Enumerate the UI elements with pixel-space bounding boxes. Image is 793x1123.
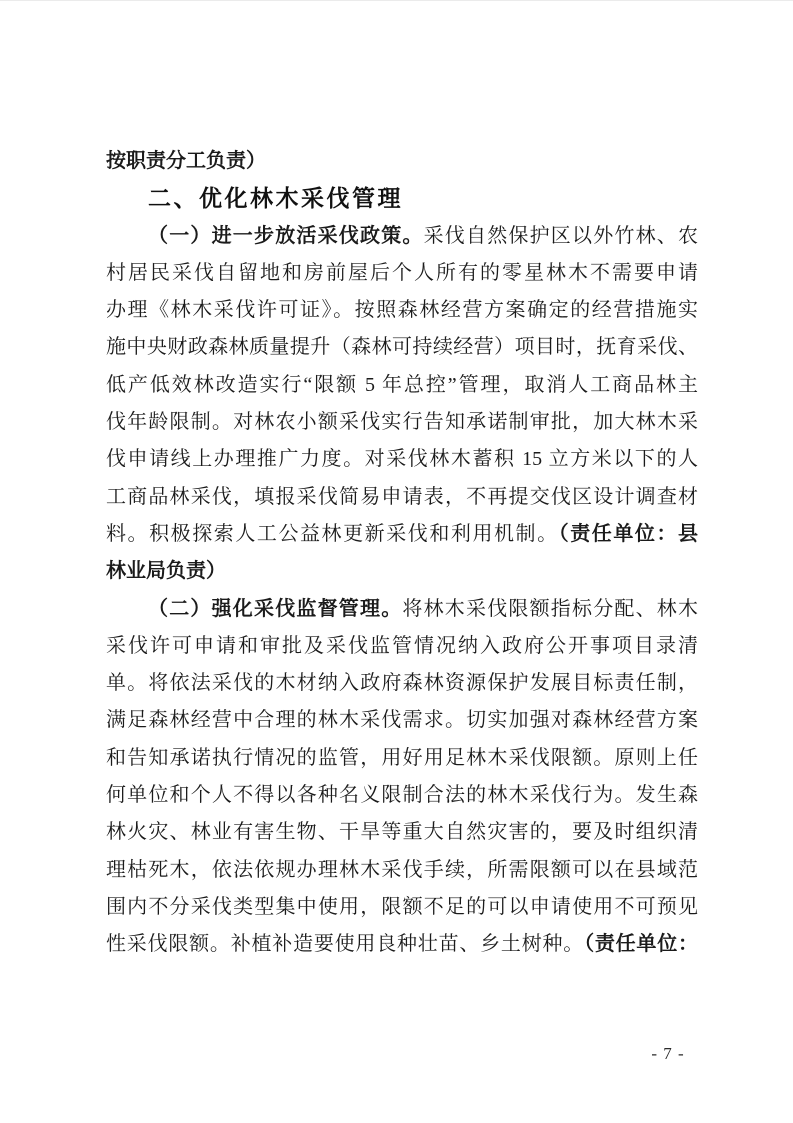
text-segment-heading: 二、优化林木采伐管理 xyxy=(148,185,403,212)
text-segment-body: 满足森林经营中合理的林木采伐需求。切实加强对森林经营方案 xyxy=(106,709,698,732)
doc-line xyxy=(106,702,698,739)
doc-line xyxy=(106,479,698,516)
doc-line xyxy=(106,777,698,814)
doc-line xyxy=(106,926,698,963)
doc-line xyxy=(106,180,698,217)
text-segment-body: 工商品林采伐，填报采伐简易申请表，不再提交伐区设计调查材 xyxy=(106,485,698,508)
doc-line xyxy=(106,255,698,292)
doc-line xyxy=(106,814,698,851)
text-segment-kai: 林业局负责） xyxy=(106,560,226,583)
text-segment-body: 采伐自然保护区以外竹林、农 xyxy=(423,224,699,247)
text-segment-kai: （二）强化采伐监督管理。 xyxy=(148,597,403,620)
doc-line xyxy=(106,591,698,628)
text-segment-body: 伐年龄限制。对林农小额采伐实行告知承诺制审批，加大林木采 xyxy=(106,411,698,434)
text-segment-body: 村居民采伐自留地和房前屋后个人所有的零星林木不需要申请 xyxy=(106,261,698,284)
text-segment-body: 低产低效林改造实行“限额 5 年总控”管理，取消人工商品林主 xyxy=(106,373,698,396)
text-segment-kai: （一）进一步放活采伐政策。 xyxy=(148,224,424,247)
text-segment-body: 围内不分采伐类型集中使用，限额不足的可以申请使用不可预见 xyxy=(106,895,698,918)
doc-line xyxy=(106,889,698,926)
doc-line xyxy=(106,441,698,478)
text-segment-body: 林火灾、林业有害生物、干旱等重大自然灾害的，要及时组织清 xyxy=(106,821,698,844)
text-segment-kai: （责任单位：县 xyxy=(558,522,699,545)
text-segment-body: 何单位和个人不得以各种名义限制合法的林木采伐行为。发生森 xyxy=(106,784,698,807)
page-number: - 7 - xyxy=(651,1044,685,1063)
doc-line xyxy=(106,218,698,255)
text-segment-body: 将林木采伐限额指标分配、林木 xyxy=(402,597,699,620)
text-segment-body: 料。积极探索人工公益林更新采伐和利用机制。 xyxy=(106,522,559,545)
text-segment-body: 施中央财政森林质量提升（森林可持续经营）项目时，抚育采伐、 xyxy=(106,336,698,359)
text-segment-body: 单。将依法采伐的木材纳入政府森林资源保护发展目标责任制， xyxy=(106,672,698,695)
doc-line xyxy=(106,329,698,366)
doc-line xyxy=(106,516,698,553)
doc-line xyxy=(106,553,698,590)
text-segment-body: 和告知承诺执行情况的监管，用好用足林木采伐限额。原则上任 xyxy=(106,746,698,769)
doc-line xyxy=(106,665,698,702)
doc-line xyxy=(106,292,698,329)
text-segment-body: 理枯死木，依法依规办理林木采伐手续，所需限额可以在县域范 xyxy=(106,858,698,881)
text-segment-kai: 按职责分工负责） xyxy=(106,150,266,172)
doc-line xyxy=(106,404,698,441)
text-segment-body: 性采伐限额。补植补造要使用良种壮苗、乡土树种。 xyxy=(106,933,585,956)
document-body xyxy=(106,143,698,964)
doc-line xyxy=(106,367,698,404)
doc-line xyxy=(106,143,698,180)
doc-line xyxy=(106,740,698,777)
text-segment-body: 采伐许可申请和审批及采伐监管情况纳入政府公开事项目录清 xyxy=(106,634,698,657)
text-segment-body: 办理《林木采伐许可证》。按照森林经营方案确定的经营措施实 xyxy=(106,299,698,322)
text-segment-kai: （责任单位： xyxy=(584,933,699,956)
text-segment-body: 伐申请线上办理推广力度。对采伐林木蓄积 15 立方米以下的人 xyxy=(106,448,698,471)
doc-line xyxy=(106,628,698,665)
doc-line xyxy=(106,852,698,889)
